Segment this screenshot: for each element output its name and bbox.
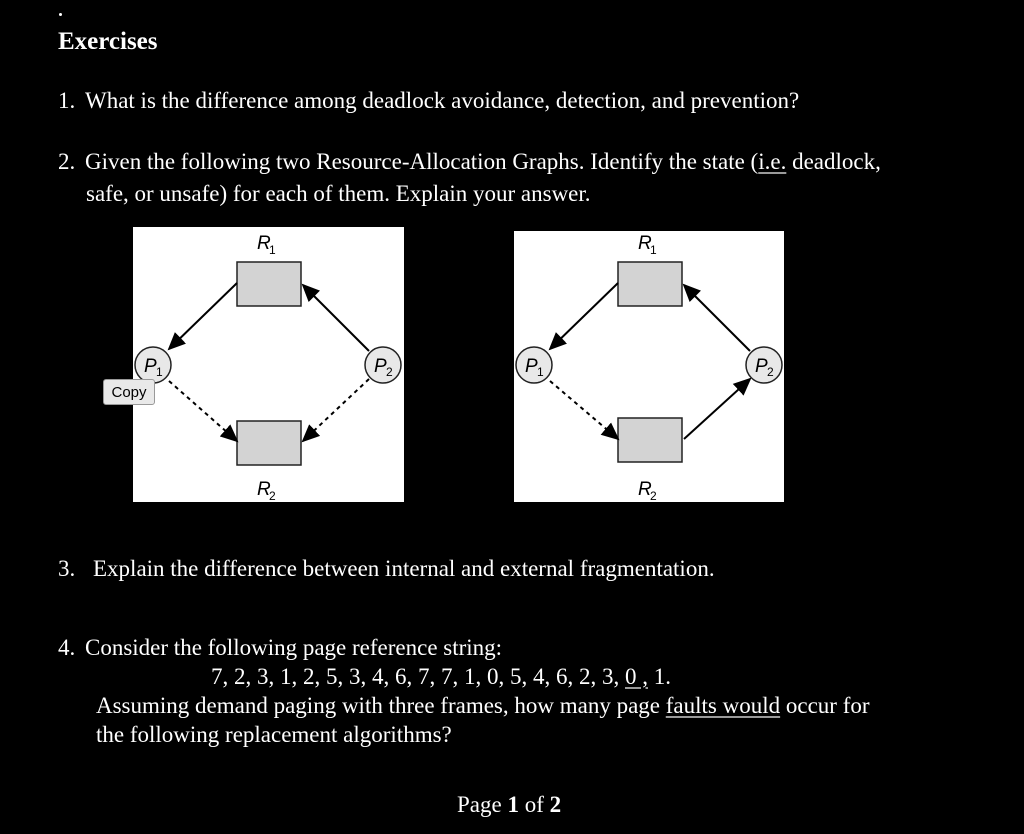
- graph-2-resource-r1: [618, 262, 682, 306]
- question-2-line-2: safe, or unsafe) for each of them. Explain your answer.: [86, 181, 591, 206]
- resource-allocation-graph-1: [133, 227, 404, 502]
- question-2-number: 2.: [58, 149, 76, 174]
- page-number: 1: [507, 792, 519, 817]
- graph-1-r1-sub: 1: [269, 243, 276, 257]
- question-2-line-1: [58, 147, 881, 177]
- graph-1-edge-p2-r2: [303, 379, 369, 441]
- question-4-text: Consider the following page reference string:: [85, 635, 503, 660]
- graph-1-r2-sub: 2: [269, 489, 276, 502]
- graph-2-r1-label: R: [638, 233, 652, 254]
- graph-2-r2-label: R: [638, 479, 652, 500]
- graph-2-p1-sub: 1: [537, 365, 544, 379]
- reference-string-b: 1.: [648, 664, 671, 689]
- page-total: 2: [549, 792, 562, 817]
- graph-2-edge-r1-p1: [550, 283, 618, 349]
- graph-1-resource-r1: [237, 262, 301, 306]
- graph-2-p2-sub: 2: [767, 365, 774, 379]
- question-1-number: 1.: [58, 88, 76, 113]
- question-4-line-1: [58, 633, 502, 663]
- question-3-text: Explain the difference between internal and external fragmentation.: [93, 556, 715, 581]
- question-4-line-4: the following replacement algorithms?: [96, 722, 452, 747]
- question-2-text-a: Given the following two Resource-Allocation Graphs. Identify the state (: [85, 149, 759, 174]
- question-2-text-b: deadlock,: [786, 149, 881, 174]
- question-3: [58, 554, 715, 584]
- graph-2-r2-sub: 2: [650, 489, 657, 502]
- question-4-line-3-underlined: faults would: [665, 693, 781, 718]
- question-1-text: What is the difference among deadlock avoidance, detection, and prevention?: [85, 88, 800, 113]
- graph-1-p1-sub: 1: [156, 365, 163, 379]
- graph-2-resource-r2: [618, 418, 682, 462]
- question-4-line-3: [96, 691, 870, 721]
- resource-allocation-graph-2: [514, 231, 784, 502]
- graph-1-edge-p1-r2: [169, 381, 237, 441]
- graph-1-resource-r2: [237, 421, 301, 465]
- page-title: Exercises: [58, 28, 158, 55]
- graph-2-p1-label: P: [525, 356, 538, 377]
- page-of-label: of: [518, 792, 550, 817]
- bullet-dot: [59, 13, 62, 16]
- graph-1-r2-label: R: [257, 479, 271, 500]
- page-label: Page: [457, 792, 508, 817]
- reference-string-a: 7, 2, 3, 1, 2, 5, 3, 4, 6, 7, 7, 1, 0, 5, 4, 6, 2, 3,: [211, 664, 625, 689]
- graph-2-r1-sub: 1: [650, 243, 657, 257]
- graph-2-edge-r2-p2: [684, 379, 750, 439]
- graph-1-edge-r1-p1: [169, 283, 237, 349]
- graph-2-edge-p2-r1: [684, 285, 750, 351]
- reference-string-underlined: 0 ,: [625, 664, 648, 689]
- graph-1-p2-label: P: [374, 356, 387, 377]
- question-3-number: 3.: [58, 556, 76, 581]
- question-4-reference-string: [211, 662, 671, 692]
- graph-1-p2-sub: 2: [386, 365, 393, 379]
- graph-2-edge-p1-r2: [550, 381, 618, 439]
- graph-1-edge-p2-r1: [303, 285, 369, 351]
- page-indicator: [457, 792, 561, 818]
- copy-button[interactable]: Copy: [103, 379, 155, 405]
- question-4-line-3-a: Assuming demand paging with three frames, how many page: [96, 693, 666, 718]
- graph-2-p2-label: P: [755, 356, 768, 377]
- question-4-number: 4.: [58, 635, 76, 660]
- question-1: [58, 86, 799, 116]
- question-2-ie: i.e.: [758, 149, 787, 174]
- graph-1-p1-label: P: [144, 356, 157, 377]
- graph-1-r1-label: R: [257, 233, 271, 254]
- question-4-line-3-b: occur for: [780, 693, 870, 718]
